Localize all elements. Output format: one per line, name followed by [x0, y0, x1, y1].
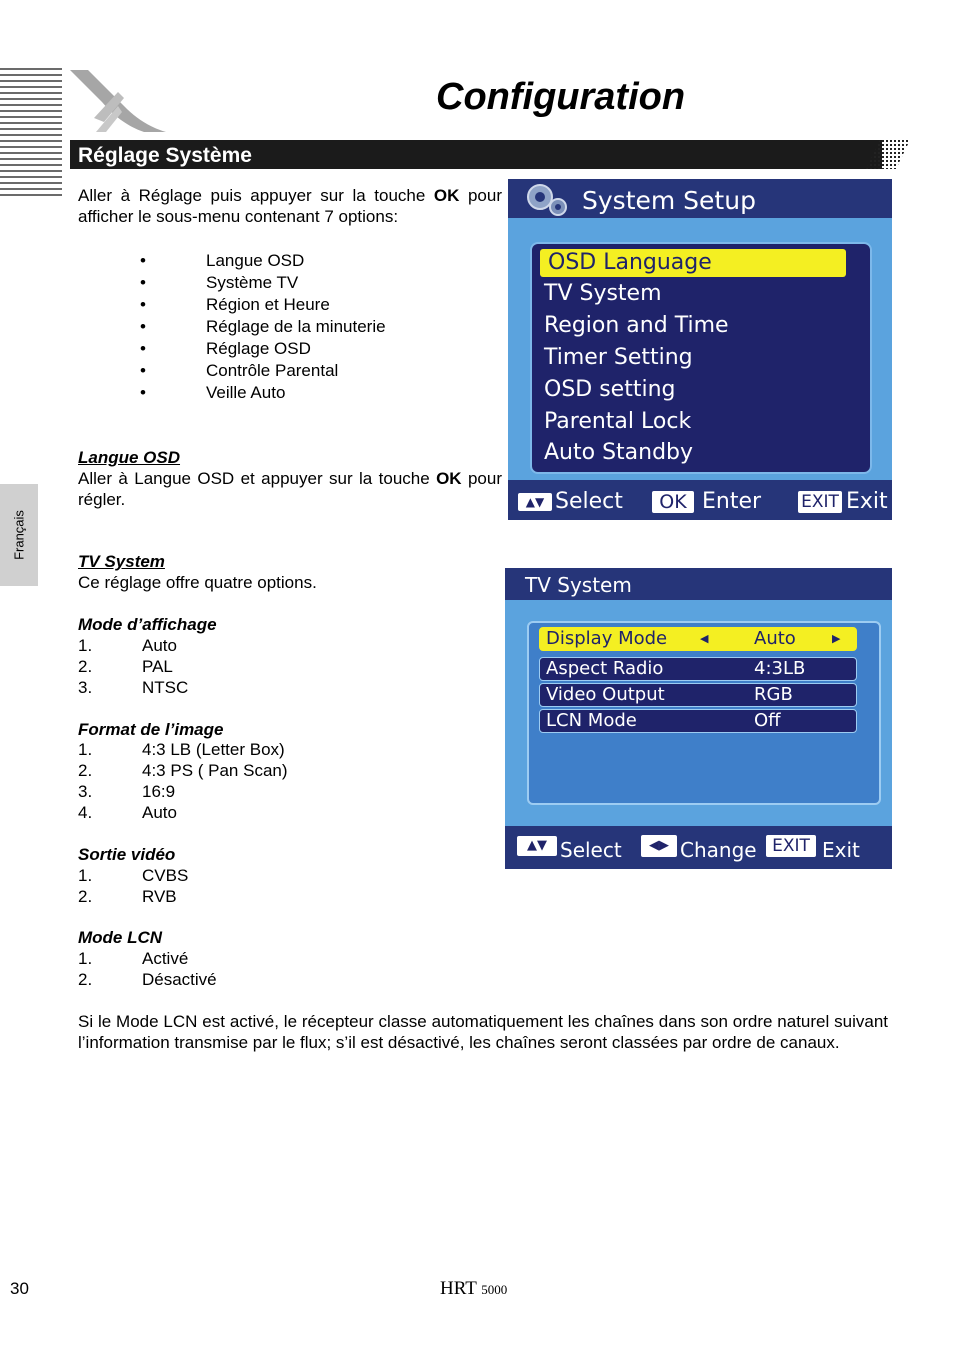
footer-exit-label: Exit: [822, 838, 860, 862]
menu-item-parental-lock[interactable]: Parental Lock: [544, 409, 692, 434]
up-down-arrows-icon: ▲▼: [517, 836, 557, 856]
closing-paragraph: Si le Mode LCN est activé, le récepteur classe automatiquement les chaînes dans son ordre naturel suivant l’information transmise par le flux; s’il est désactivé, les chaînes seront classées par ordre de canaux.: [78, 1012, 888, 1052]
tv-system-screenshot: [505, 568, 892, 869]
side-tab-label: Français: [11, 510, 27, 560]
exit-key-icon: EXIT: [798, 491, 842, 513]
list-item: • Système TV: [140, 272, 386, 294]
screen-footer: [508, 482, 892, 520]
setting-label: LCN Mode: [546, 710, 637, 731]
language-side-tab: [0, 484, 38, 586]
intro-text-before: Aller à Réglage puis appuyer sur la touche: [78, 186, 434, 205]
menu-panel: [530, 242, 872, 474]
list-item: 1. Activé: [78, 949, 189, 968]
tv-system-text: Ce réglage offre quatre options.: [78, 573, 317, 592]
bar-pattern-decoration: [866, 140, 910, 169]
mode-lcn-heading: Mode LCN: [78, 928, 163, 947]
list-item: • Langue OSD: [140, 250, 386, 272]
setting-value: RGB: [754, 684, 793, 705]
langue-osd-paragraph: [78, 468, 502, 510]
menu-item-region-time[interactable]: Region and Time: [544, 313, 729, 338]
setting-value: Auto: [754, 628, 796, 649]
screen-footer: [505, 826, 892, 869]
setting-row-video-output[interactable]: [539, 683, 857, 707]
format-image-list: [78, 739, 288, 823]
setting-label: Aspect Radio: [546, 658, 664, 679]
list-item: • Région et Heure: [140, 294, 386, 316]
footer-change-label: Change: [680, 838, 757, 862]
list-item: 1. 4:3 LB (Letter Box): [78, 740, 285, 759]
list-item: 3. 16:9: [78, 782, 176, 801]
menu-item-tv-system[interactable]: TV System: [544, 281, 662, 306]
gear-icon: [518, 181, 574, 217]
footer-exit-label: Exit: [846, 489, 888, 514]
setting-label: Video Output: [546, 684, 665, 705]
arrow-right-icon: ▶: [832, 632, 841, 645]
model-number: 5000: [481, 1282, 508, 1297]
page-number: 30: [10, 1279, 29, 1298]
model-name: [440, 1278, 507, 1300]
tv-system-heading: TV System: [78, 552, 165, 571]
section-title: Réglage Système: [78, 144, 252, 167]
list-item: 1. CVBS: [78, 866, 189, 885]
footer-select-label: Select: [560, 838, 622, 862]
setting-row-aspect-radio[interactable]: [539, 657, 857, 681]
setting-value: Off: [754, 710, 781, 731]
screen-title: System Setup: [582, 186, 756, 215]
list-item: • Contrôle Parental: [140, 360, 386, 382]
page-title: Configuration: [436, 76, 686, 118]
list-item: 2. Désactivé: [78, 970, 217, 989]
sortie-video-heading: Sortie vidéo: [78, 845, 176, 864]
list-item: 2. 4:3 PS ( Pan Scan): [78, 761, 288, 780]
list-item: 3. NTSC: [78, 678, 189, 697]
footer-enter-label: Enter: [702, 489, 762, 514]
menu-item-osd-setting[interactable]: OSD setting: [544, 377, 676, 402]
setting-row-display-mode[interactable]: [539, 627, 857, 651]
options-list: [140, 250, 386, 404]
list-item: 4. Auto: [78, 803, 177, 822]
sortie-video-list: [78, 865, 188, 907]
intro-ok-key: OK: [433, 186, 460, 205]
decorative-stripes: [0, 68, 62, 196]
mode-affichage-heading: Mode d’affichage: [78, 615, 217, 634]
menu-item-timer-setting[interactable]: Timer Setting: [544, 345, 693, 370]
list-item: • Réglage de la minuterie: [140, 316, 386, 338]
list-item: 2. RVB: [78, 887, 177, 906]
exit-key-icon: EXIT: [766, 835, 816, 857]
langue-osd-ok-key: OK: [436, 469, 462, 488]
mode-lcn-list: [78, 948, 217, 990]
intro-text-after: pour afficher le sous-menu contenant 7 options:: [78, 186, 502, 226]
setting-value: 4:3LB: [754, 658, 806, 679]
list-item: • Veille Auto: [140, 382, 386, 404]
arrow-left-icon: ◀: [700, 632, 709, 645]
screen-title: TV System: [525, 573, 632, 597]
intro-paragraph: [78, 185, 502, 227]
setting-label: Display Mode: [546, 628, 668, 649]
model-brand: HRT: [440, 1278, 477, 1299]
brand-x-logo: [66, 66, 170, 136]
list-item: 2. PAL: [78, 657, 173, 676]
mode-affichage-list: [78, 635, 188, 698]
list-item: • Réglage OSD: [140, 338, 386, 360]
up-down-arrows-icon: ▲▼: [518, 493, 552, 511]
settings-panel: [527, 621, 881, 805]
list-item: 1. Auto: [78, 636, 177, 655]
setting-row-lcn-mode[interactable]: [539, 709, 857, 733]
menu-item-osd-language[interactable]: OSD Language: [540, 249, 846, 277]
footer-select-label: Select: [555, 489, 623, 514]
ok-key-icon: OK: [652, 491, 694, 513]
langue-osd-text-before: Aller à Langue OSD et appuyer sur la touche: [78, 469, 437, 488]
langue-osd-heading: Langue OSD: [78, 448, 181, 467]
system-setup-screenshot: [508, 179, 892, 520]
section-bar: [70, 140, 882, 169]
langue-osd-text-after: pour régler.: [78, 469, 502, 509]
menu-item-auto-standby[interactable]: Auto Standby: [544, 440, 694, 465]
left-right-arrows-icon: ◀▶: [641, 835, 677, 857]
format-image-heading: Format de l’image: [78, 720, 224, 739]
